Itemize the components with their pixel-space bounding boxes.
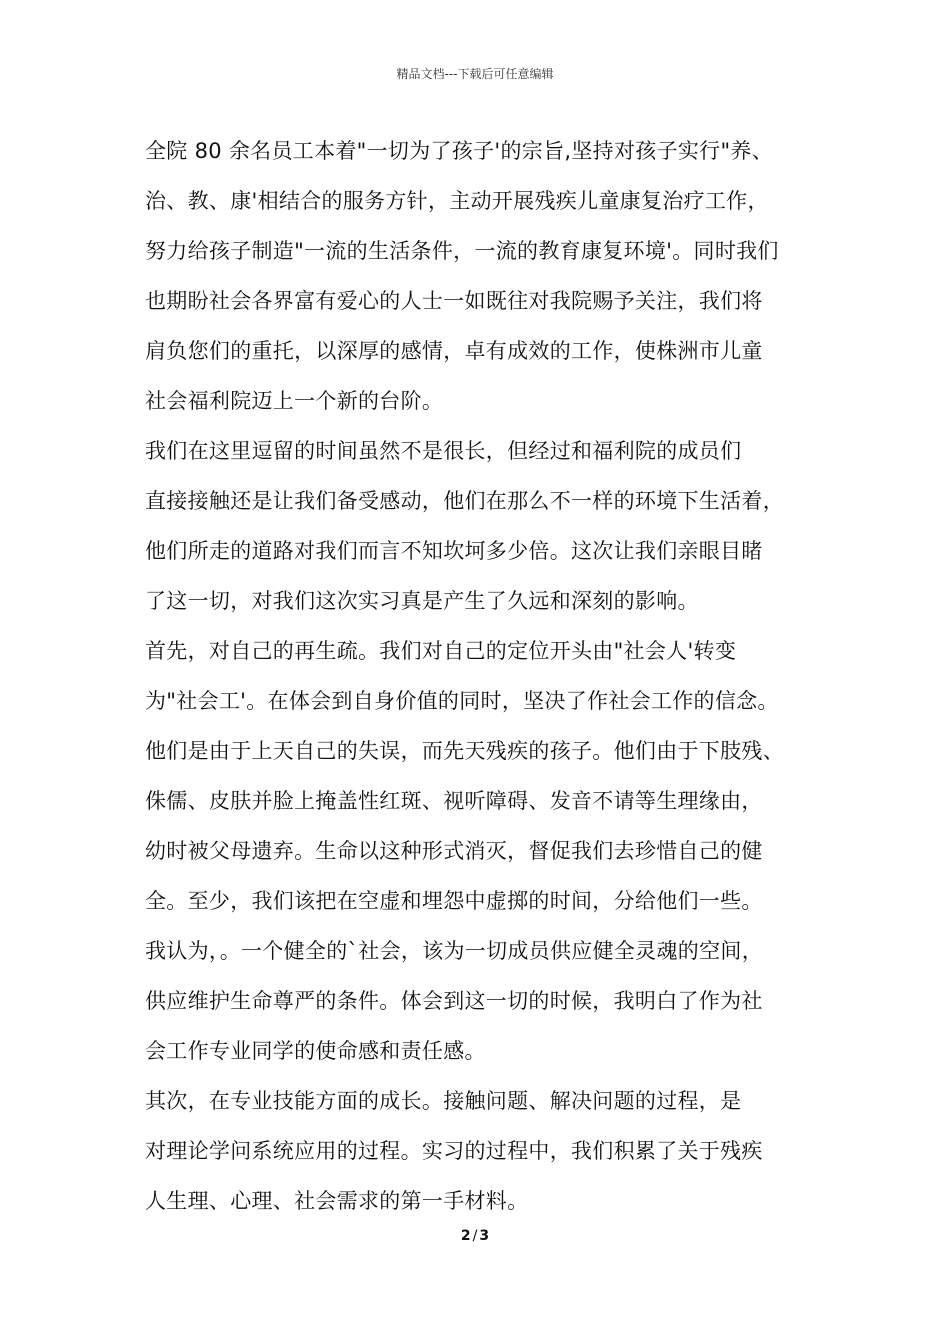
paragraph (145, 1076, 825, 1226)
text-line: 人生理、心理、社会需求的第一手材料。 (145, 1189, 529, 1213)
text-line: 他们所走的道路对我们而言不知坎坷多少倍。这次让我们亲眼目睹 (145, 539, 763, 563)
text-line: 侏儒、皮肤并脸上掩盖性红斑、视听障碍、发音不请等生理缘由， (145, 789, 763, 813)
text-line: 也期盼社会各界富有爱心的人士一如既往对我院赐予关注，我们将 (145, 289, 763, 313)
text-line: 会工作专业同学的使命感和责任感。 (145, 1039, 486, 1063)
paragraph (145, 426, 825, 626)
page-separator: / (472, 1228, 478, 1244)
text-line: 全。至少，我们该把在空虚和埋怨中虚掷的时间，分给他们一些。 (145, 889, 763, 913)
text-line: 全院 80 余名员工本着"一切为了孩子'的宗旨,坚持对孩子实行"养、 (145, 139, 774, 163)
text-line: 社会福利院迈上一个新的台阶。 (145, 389, 444, 413)
text-line: 我认为，。一个健全的`社会，该为一切成员供应健全灵魂的空间， (145, 939, 763, 963)
text-line: 肩负您们的重托，以深厚的感情，卓有成效的工作，使株洲市儿童 (145, 339, 763, 363)
text-line: 直接接触还是让我们备受感动，他们在那么不一样的环境下生活着， (145, 489, 784, 513)
text-line: 努力给孩子制造"一流的生活条件，一流的教育康复环境'。同时我们 (145, 239, 779, 263)
text-line: 首先，对自己的再生疏。我们对自己的定位开头由"社会人'转变 (145, 639, 737, 663)
page-number (0, 1226, 950, 1246)
paragraph (145, 626, 825, 1076)
text-line: 了这一切，对我们这次实习真是产生了久远和深刻的影响。 (145, 589, 699, 613)
paragraph (145, 126, 825, 426)
text-line: 供应维护生命尊严的条件。体会到这一切的时候，我明白了作为社 (145, 989, 763, 1013)
page-current: 2 (460, 1228, 471, 1244)
text-line: 治、教、康'相结合的服务方针，主动开展残疾儿童康复治疗工作， (145, 189, 769, 213)
page-header: 精品文档---下载后可任意编辑 (396, 67, 554, 81)
text-line: 对理论学问系统应用的过程。实习的过程中，我们积累了关于残疾 (145, 1139, 763, 1163)
text-line: 我们在这里逗留的时间虽然不是很长，但经过和福利院的成员们 (145, 439, 742, 463)
text-line: 其次，在专业技能方面的成长。接触问题、解决问题的过程，是 (145, 1089, 742, 1113)
page-total: 3 (479, 1228, 490, 1244)
text-line: 他们是由于上天自己的失误，而先天残疾的孩子。他们由于下肢残、 (145, 739, 784, 763)
text-line: 幼时被父母遗弃。生命以这种形式消灭，督促我们去珍惜自己的健 (145, 839, 763, 863)
document-body (145, 126, 825, 1226)
text-line: 为"社会工'。在体会到自身价值的同时，坚决了作社会工作的信念。 (145, 689, 779, 713)
